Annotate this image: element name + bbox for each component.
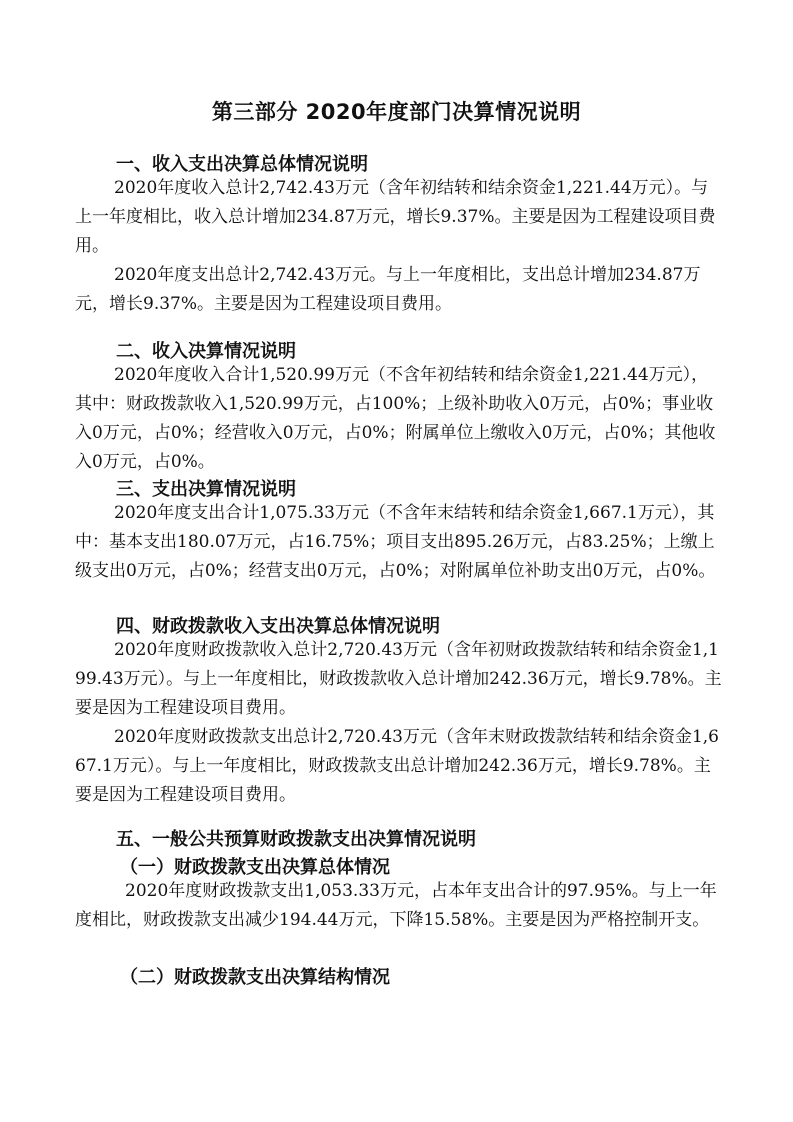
section-5-heading: 五、一般公共预算财政拨款支出决算情况说明 [116, 829, 476, 850]
section-4-paragraph-1: 2020年度财政拨款收入总计2,720.43万元（含年初财政拨款结转和结余资金1,199.43万元）。与上一年度相比，财政拨款收入总计增加242.36万元，增长9.78%。主要是因为工程建设项目费用。 [75, 640, 722, 718]
section-1-paragraph-2: 2020年度支出总计2,742.43万元。与上一年度相比，支出总计增加234.87万元，增长9.37%。主要是因为工程建设项目费用。 [75, 265, 701, 314]
section-3-heading: 三、支出决算情况说明 [116, 479, 296, 500]
section-4-heading: 四、财政拨款收入支出决算总体情况说明 [116, 616, 440, 637]
section-3-paragraph-1: 2020年度支出合计1,075.33万元（不含年末结转和结余资金1,667.1万元），其中：基本支出180.07万元，占16.75%；项目支出895.26万元，占83.25%；上缴上级支出0万元，占0%；经营支出0万元，占0%；对附属单位补助支出0万元，占0%。 [75, 503, 716, 581]
section-1-heading: 一、收入支出决算总体情况说明 [116, 154, 368, 175]
section-4-paragraph-2: 2020年度财政拨款支出总计2,720.43万元（含年末财政拨款结转和结余资金1,667.1万元）。与上一年度相比，财政拨款支出总计增加242.36万元，增长9.78%。主要是因为工程建设项目费用。 [75, 727, 720, 805]
section-5-sub-2-heading: （二）财政拨款支出决算结构情况 [120, 967, 390, 988]
page-title: 第三部分 2020年度部门决算情况说明 [211, 100, 582, 124]
section-5-sub-1-heading: （一）财政拨款支出决算总体情况 [120, 857, 390, 878]
section-1-paragraph-1: 2020年度收入总计2,742.43万元（含年初结转和结余资金1,221.44万元）。与上一年度相比，收入总计增加234.87万元，增长9.37%。主要是因为工程建设项目费用。 [75, 178, 716, 256]
section-2-paragraph-1: 2020年度收入合计1,520.99万元（不含年初结转和结余资金1,221.44万元），其中：财政拨款收入1,520.99万元，占100%；上级补助收入0万元，占0%；事业收入0万元，占0%；经营收入0万元，占0%；附属单位上缴收入0万元，占0%；其他收入0万元，占0%。 [75, 365, 716, 472]
section-2-heading: 二、收入决算情况说明 [116, 341, 296, 362]
section-5-sub-1-paragraph: 2020年度财政拨款支出1,053.33万元，占本年支出合计的97.95%。与上一年度相比，财政拨款支出减少194.44万元，下降15.58%。主要是因为严格控制开支。 [75, 881, 717, 930]
